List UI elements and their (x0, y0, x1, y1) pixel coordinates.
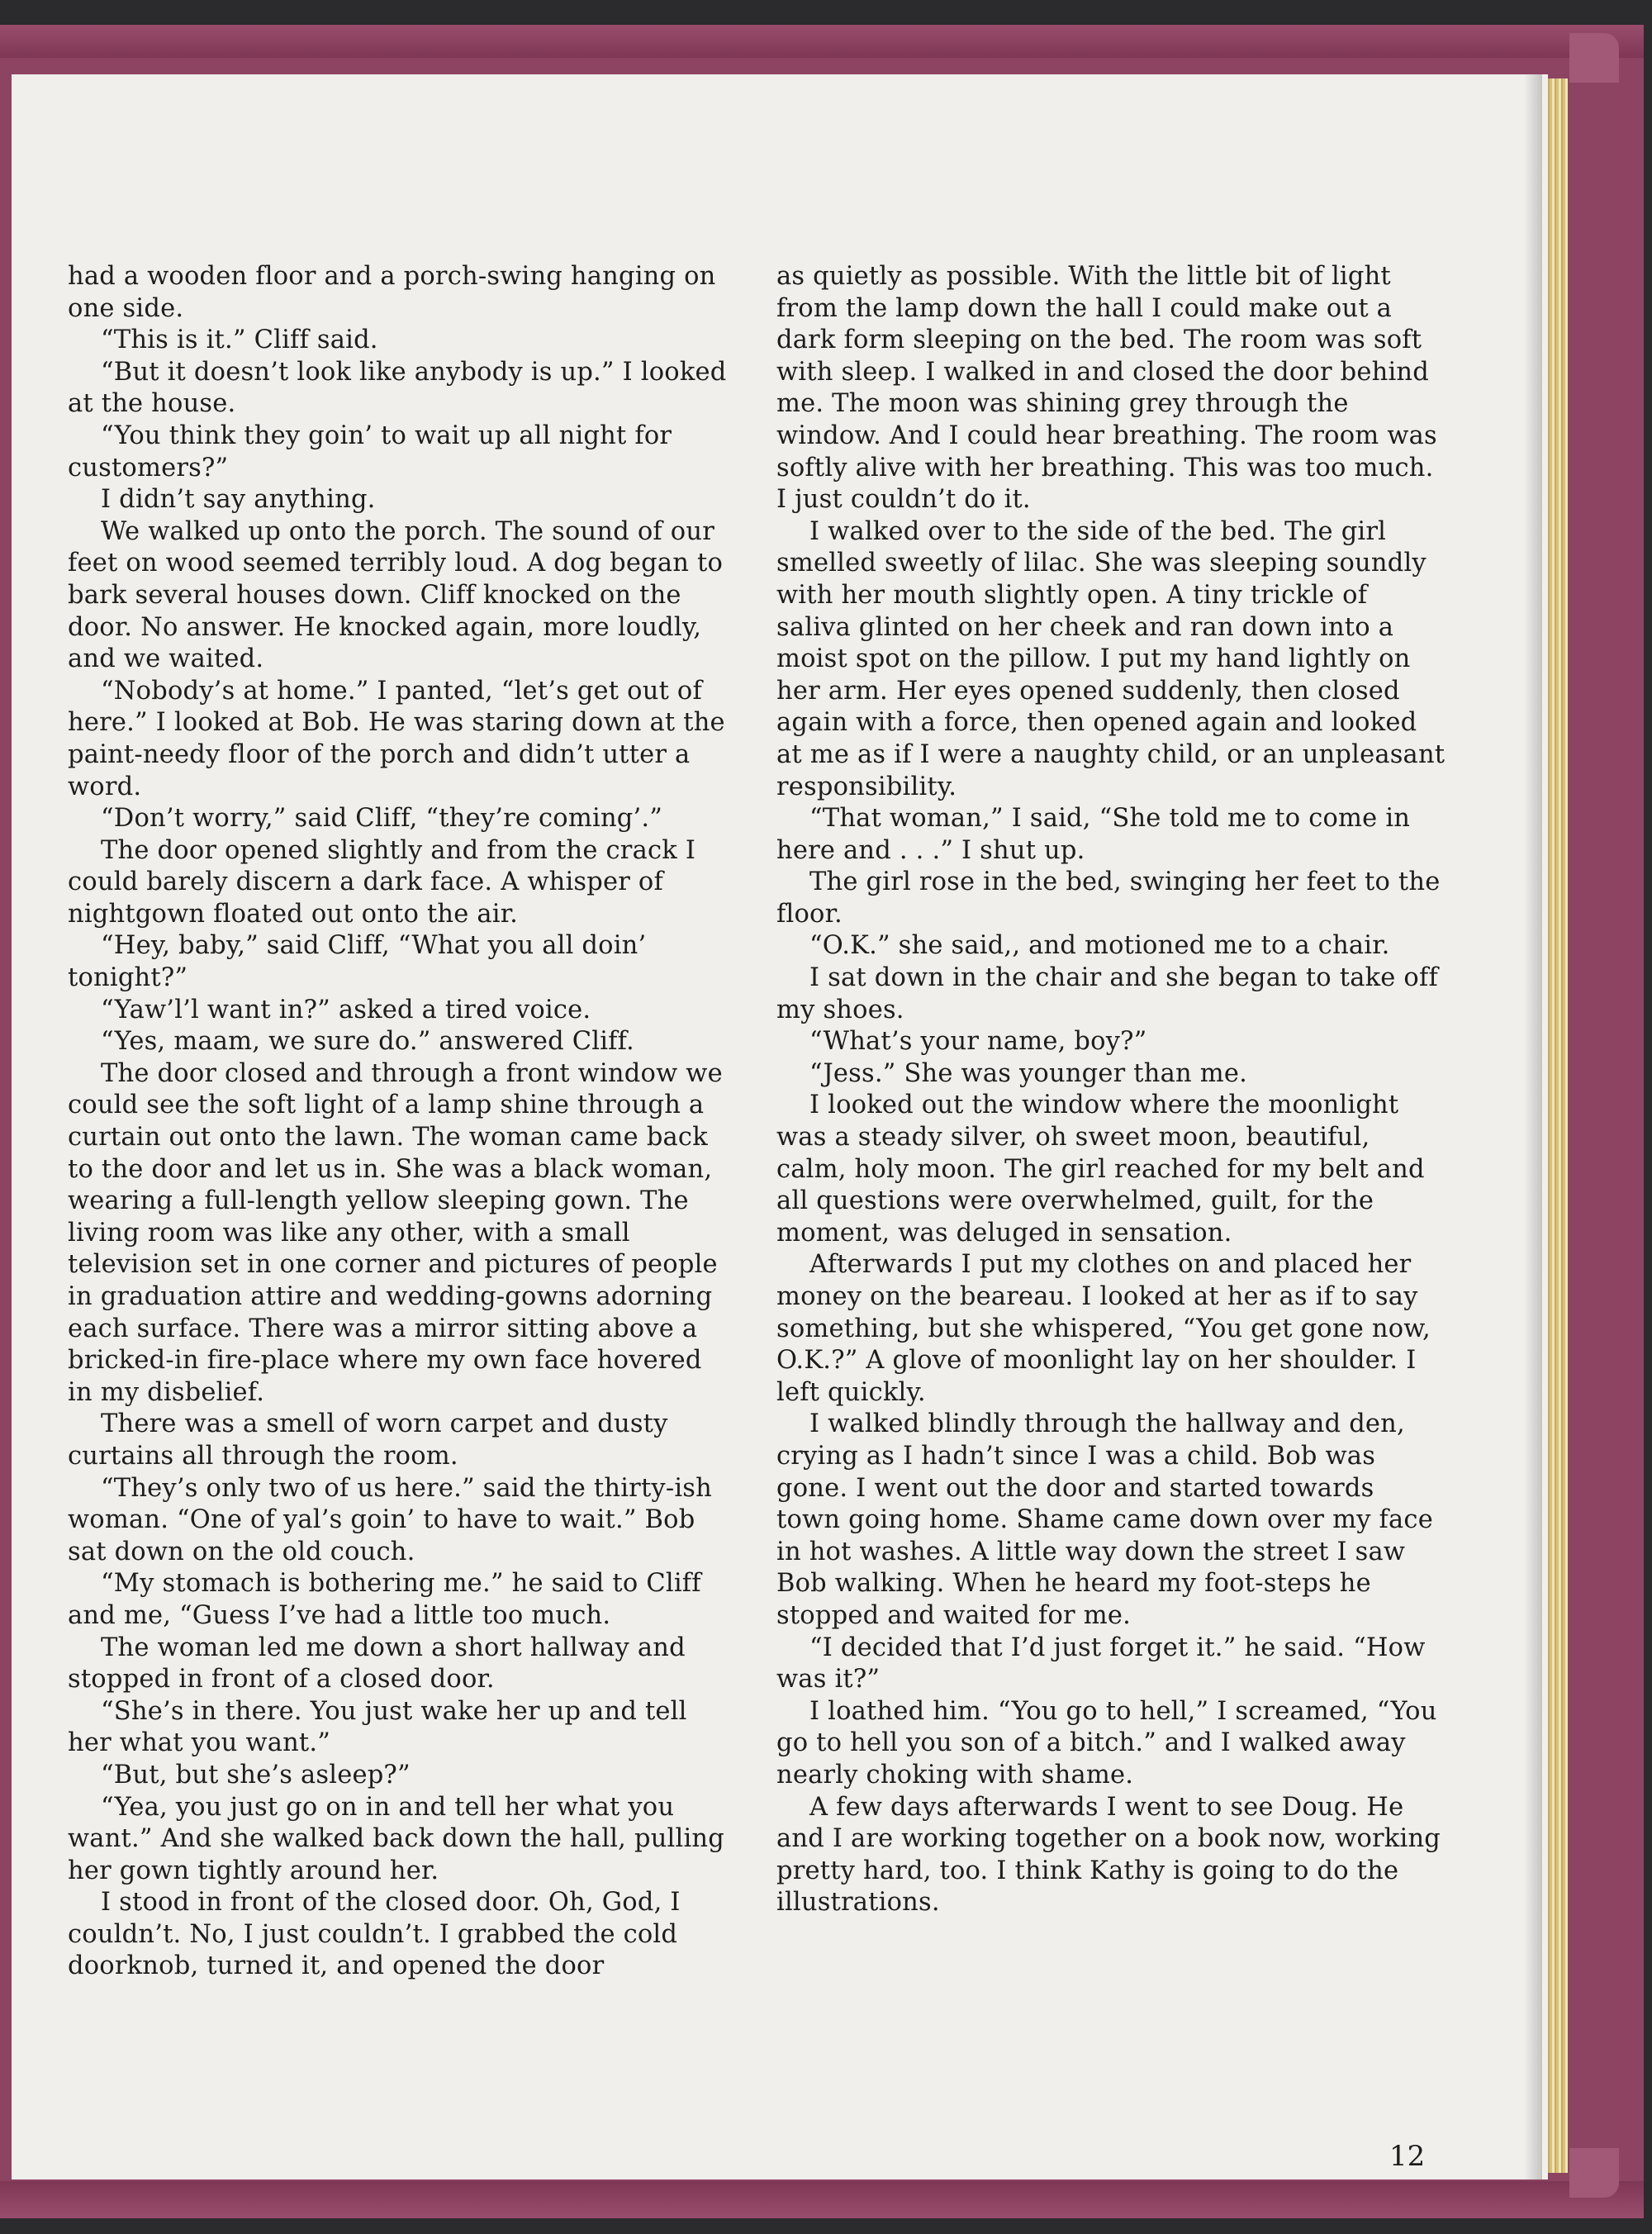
paragraph: I sat down in the chair and she began to take off my shoes. (776, 963, 1438, 1024)
right-column (776, 261, 1446, 1919)
paragraph: Afterwards I put my clothes on and placed her money on the beareau. I looked at her as if to say something, but she whispered, “You get gone now, O.K.?” A glove of moonlight lay on her shoulder. I left quickly. (776, 1250, 1431, 1407)
paragraph: The woman led me down a short hallway and stopped in front of a closed door. (68, 1633, 686, 1695)
paragraph: “Yes, maam, we sure do.” answered Cliff. (101, 1027, 634, 1057)
cover-corner-top (1569, 33, 1619, 83)
paragraph: I stood in front of the closed door. Oh, God, I couldn’t. No, I just couldn’t. I grabbed the cold doorknob, turned it, and opened the door (68, 1888, 681, 1981)
paragraph: I walked over to the side of the bed. The girl smelled sweetly of lilac. She was sleeping soundly with her mouth slightly open. A tiny trickle of saliva glinted on her cheek and ran down into a moist spot on the pillow. I put my hand lightly on her arm. Her eyes opened suddenly, then closed again with a force, then opened again and looked at me as if I were a naughty child, or an unpleasant responsibility. (776, 516, 1446, 801)
paragraph: “Hey, baby,” said Cliff, “What you all doin’ tonight?” (68, 931, 647, 993)
paragraph: A few days afterwards I went to see Doug. He and I are working together on a book now, working pretty hard, too. I think Kathy is going to do the illustrations. (776, 1792, 1441, 1918)
page-shadow (1524, 74, 1542, 2179)
page-number: 12 (1389, 2140, 1426, 2173)
paragraph: “That woman,” I said, “She told me to come in here and . . .” I shut up. (776, 804, 1411, 865)
paragraph: “Jess.” She was younger than me. (809, 1058, 1247, 1088)
paragraph: “They’s only two of us here.” said the thirty-ish woman. “One of yal’s goin’ to have to wait.” Bob sat down on the old couch. (68, 1473, 712, 1566)
paragraph: I loathed him. “You go to hell,” I screamed, “You go to hell you son of a bitch.” and I walked away nearly choking with shame. (776, 1696, 1437, 1790)
paragraph: “I decided that I’d just forget it.” he said. “How was it?” (776, 1633, 1426, 1695)
paragraph: “This is it.” Cliff said. (101, 326, 378, 355)
paragraph: “You think they goin’ to wait up all night for customers?” (68, 421, 672, 482)
paragraph: I looked out the window where the moonlight was a steady silver, oh sweet moon, beautiful, calm, holy moon. The girl reached for my belt and all questions were overwhelmed, guilt, for the moment, was deluged in sensation. (776, 1091, 1425, 1248)
paragraph: “Nobody’s at home.” I panted, “let’s get out of here.” I looked at Bob. He was staring down at the paint-needy floor of the porch and didn’t utter a word. (68, 676, 725, 801)
paragraph: The door opened slightly and from the crack I could barely discern a dark face. A whisper of nightgown floated out onto the air. (68, 835, 696, 929)
paragraph: “Don’t worry,” said Cliff, “they’re coming’.” (101, 804, 663, 834)
paragraph: “Yaw’l’l want in?” asked a tired voice. (101, 995, 591, 1024)
paragraph: There was a smell of worn carpet and dusty curtains all through the room. (68, 1409, 668, 1471)
cover-edge-bottom (0, 2181, 1644, 2218)
paragraph: had a wooden floor and a porch-swing hanging on one side. (68, 262, 716, 323)
page (12, 74, 1548, 2179)
cover-corner-bottom (1569, 2148, 1619, 2198)
paragraph: “Yea, you just go on in and tell her what you want.” And she walked back down the hall, pulling her gown tightly around her. (68, 1792, 724, 1885)
paragraph: I walked blindly through the hallway and den, crying as I hadn’t since I was a child. Bob was gone. I went out the door and started towards town going home. Shame came down over my face in hot washes. A little way down the street I saw Bob walking. When he heard my foot-steps he stopped and waited for me. (776, 1409, 1433, 1630)
paragraph: We walked up onto the porch. The sound of our feet on wood seemed terribly loud. A dog began to bark several houses down. Cliff knocked on the door. No answer. He knocked again, more loudly, and we waited. (68, 516, 724, 674)
paragraph: The girl rose in the bed, swinging her feet to the floor. (776, 867, 1441, 929)
paragraph: “But, but she’s asleep?” (101, 1760, 411, 1790)
paragraph: “O.K.” she said,, and motioned me to a chair. (809, 931, 1390, 961)
paragraph: “But it doesn’t look like anybody is up.” I looked at the house. (68, 357, 727, 419)
paragraph: “What’s your name, boy?” (809, 1027, 1147, 1057)
paragraph: The door closed and through a front window we could see the soft light of a lamp shine through a curtain out onto the lawn. The woman came back to the door and let us in. She was a black woman, wearing a full-length yellow sleeping gown. The living room was like any other, with a small television set in one corner and pictures of people in graduation attire and wedding-gowns adorning each surface. There was a mirror sitting above a bricked-in fire-place where my own face hovered in my disbelief. (68, 1058, 723, 1407)
paragraph: “My stomach is bothering me.” he said to Cliff and me, “Guess I’ve had a little too much. (68, 1569, 701, 1630)
cover-edge-top (0, 25, 1644, 58)
paragraph: as quietly as possible. With the little bit of light from the lamp down the hall I could make out a dark form sleeping on the bed. The room was soft with sleep. I walked in and closed the door behind me. The moon was shining grey through the window. And I could hear breathing. The room was softly alive with her breathing. This was too much. I just couldn’t do it. (776, 262, 1437, 515)
paragraph: I didn’t say anything. (101, 485, 376, 515)
left-column (68, 261, 729, 1983)
paragraph: “She’s in there. You just wake her up and tell her what you want.” (68, 1696, 687, 1758)
